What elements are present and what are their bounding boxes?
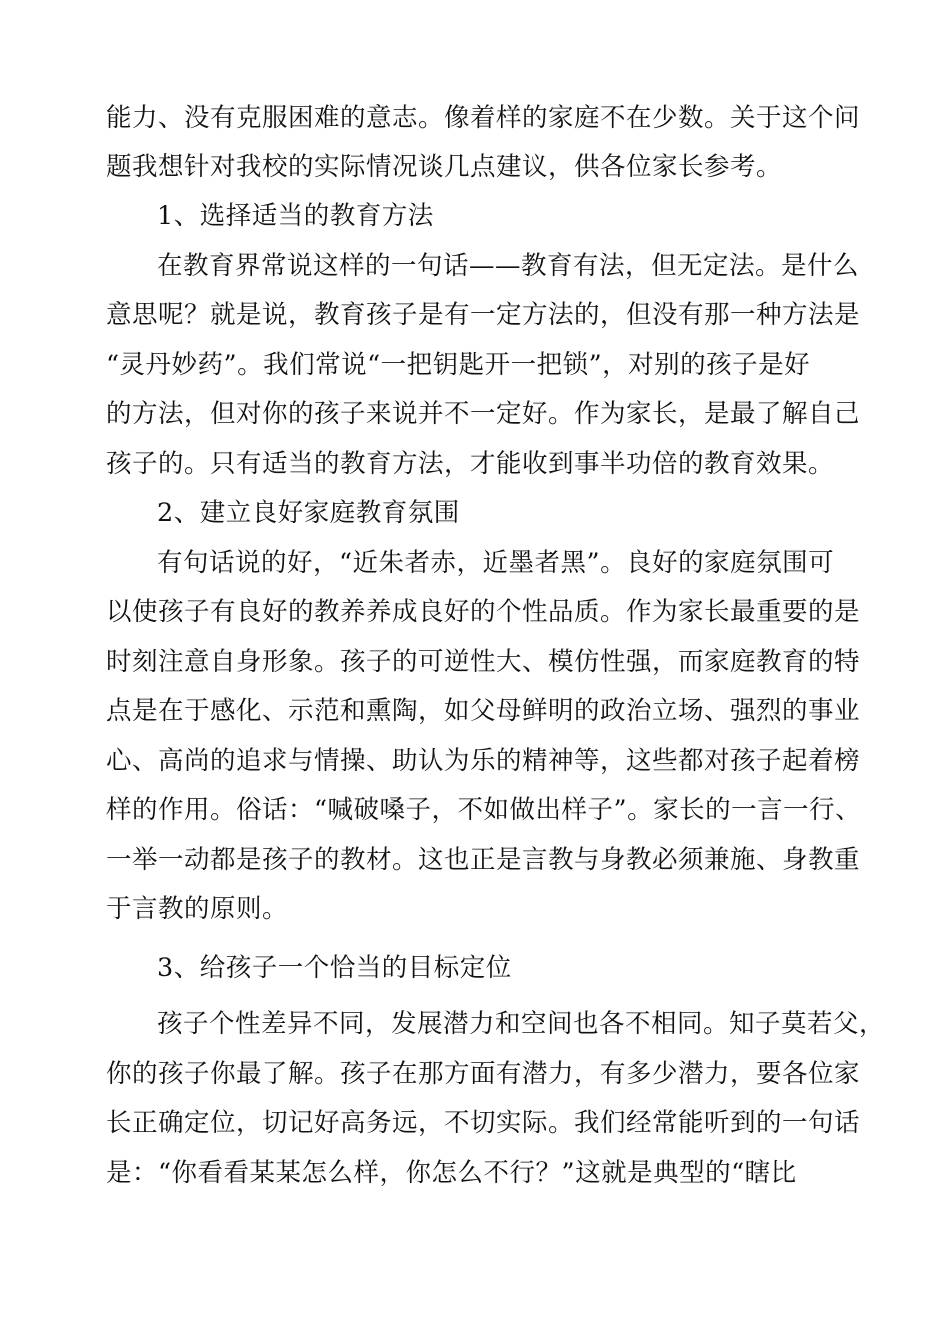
body-text-line: 孩子的。只有适当的教育方法，才能收到事半功倍的教育效果。 <box>106 449 835 479</box>
body-text-line: 点是在于感化、示范和熏陶，如父母鲜明的政治立场、强烈的事业 <box>106 696 861 726</box>
section-heading-1: 1、选择适当的教育方法 <box>157 201 434 231</box>
body-text-line: 有句话说的好，“近朱者赤，近墨者黑”。良好的家庭氛围可 <box>157 548 835 578</box>
body-text-line: 你的孩子你最了解。孩子在那方面有潜力，有多少潜力，要各位家 <box>106 1059 861 1089</box>
body-text-line: 心、高尚的追求与情操、助认为乐的精神等，这些都对孩子起着榜 <box>106 746 861 776</box>
body-text-line: “灵丹妙药”。我们常说“一把钥匙开一把锁”，对别的孩子是好 <box>106 350 811 380</box>
body-text-line: 长正确定位，切记好高务远，不切实际。我们经常能听到的一句话 <box>106 1108 861 1138</box>
section-heading-3: 3、给孩子一个恰当的目标定位 <box>157 953 512 983</box>
body-text-line: 的方法，但对你的孩子来说并不一定好。作为家长，是最了解自己 <box>106 399 861 429</box>
section-heading-2: 2、建立良好家庭教育氛围 <box>157 498 460 528</box>
body-text-line: 以使孩子有良好的教养养成良好的个性品质。作为家长最重要的是 <box>106 597 861 627</box>
body-text-line: 能力、没有克服困难的意志。像着样的家庭不在少数。关于这个问 <box>106 103 861 133</box>
body-text-line: 时刻注意自身形象。孩子的可逆性大、模仿性强，而家庭教育的特 <box>106 647 861 677</box>
body-text-line: 一举一动都是孩子的教材。这也正是言教与身教必须兼施、身教重 <box>106 845 861 875</box>
body-text-line: 样的作用。俗话：“喊破嗓子，不如做出样子”。家长的一言一行、 <box>106 795 862 825</box>
body-text-line: 意思呢？就是说，教育孩子是有一定方法的，但没有那一种方法是 <box>106 300 861 330</box>
body-text-line: 题我想针对我校的实际情况谈几点建议，供各位家长参考。 <box>106 152 783 182</box>
body-text-line: 孩子个性差异不同，发展潜力和空间也各不相同。知子莫若父， <box>157 1009 886 1039</box>
body-text-line: 在教育界常说这样的一句话——教育有法，但无定法。是什么 <box>157 251 860 281</box>
body-text-line: 是：“你看看某某怎么样，你怎么不行？”这就是典型的“瞎比 <box>106 1158 797 1188</box>
body-text-line: 于言教的原则。 <box>106 894 289 924</box>
